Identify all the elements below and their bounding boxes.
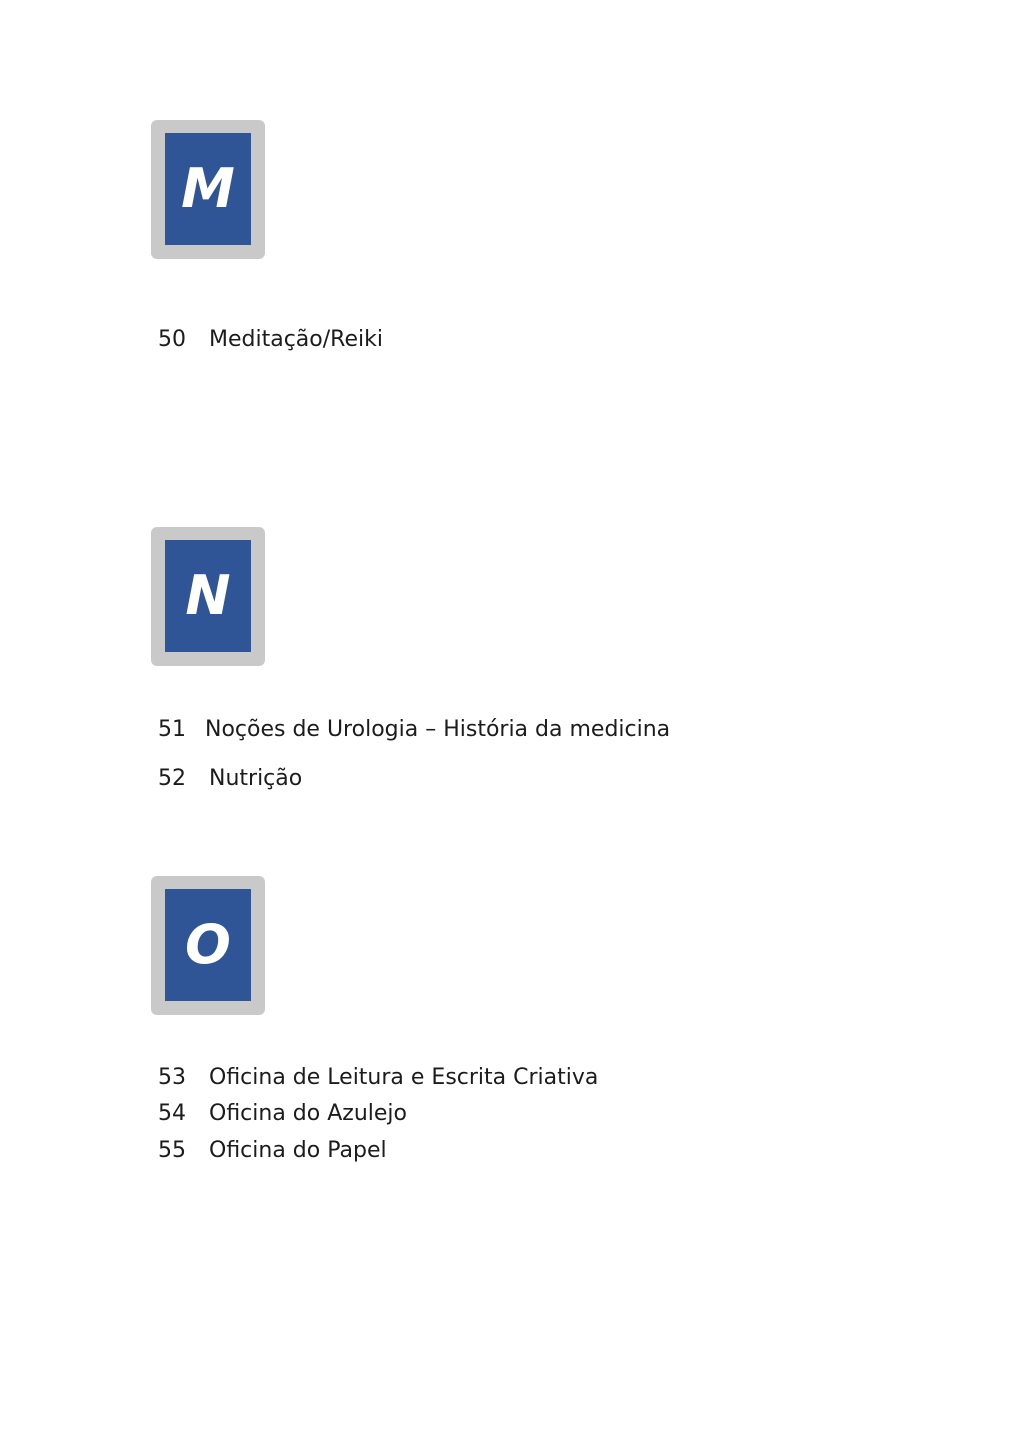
section-letter-tile-o	[151, 876, 265, 1015]
index-entry	[158, 717, 670, 743]
index-entry	[158, 1138, 387, 1164]
letter-tile-inner	[165, 889, 251, 1001]
section-letter: N	[185, 564, 231, 627]
entry-title: Oficina de Leitura e Escrita Criativa	[209, 1065, 599, 1090]
entry-title: Meditação/Reiki	[209, 327, 383, 352]
entry-number: 52	[158, 766, 186, 791]
entry-number: 50	[158, 327, 186, 352]
section-letter-tile-m	[151, 120, 265, 259]
entry-number: 54	[158, 1101, 186, 1126]
index-entry	[158, 1065, 598, 1091]
entry-title: Nutrição	[209, 766, 303, 791]
entry-title: Oficina do Azulejo	[209, 1101, 407, 1126]
entry-number: 53	[158, 1065, 186, 1090]
index-entry	[158, 327, 383, 353]
entry-number: 51	[158, 717, 186, 742]
letter-tile-inner	[165, 133, 251, 245]
index-entry	[158, 1101, 407, 1127]
entry-title: Oficina do Papel	[209, 1138, 387, 1163]
section-letter-tile-n	[151, 527, 265, 666]
section-letter: O	[185, 913, 231, 976]
index-entry	[158, 766, 302, 792]
entry-title: Noções de Urologia – História da medicina	[205, 717, 671, 742]
section-letter: M	[181, 157, 235, 220]
letter-tile-inner	[165, 540, 251, 652]
entry-number: 55	[158, 1138, 186, 1163]
